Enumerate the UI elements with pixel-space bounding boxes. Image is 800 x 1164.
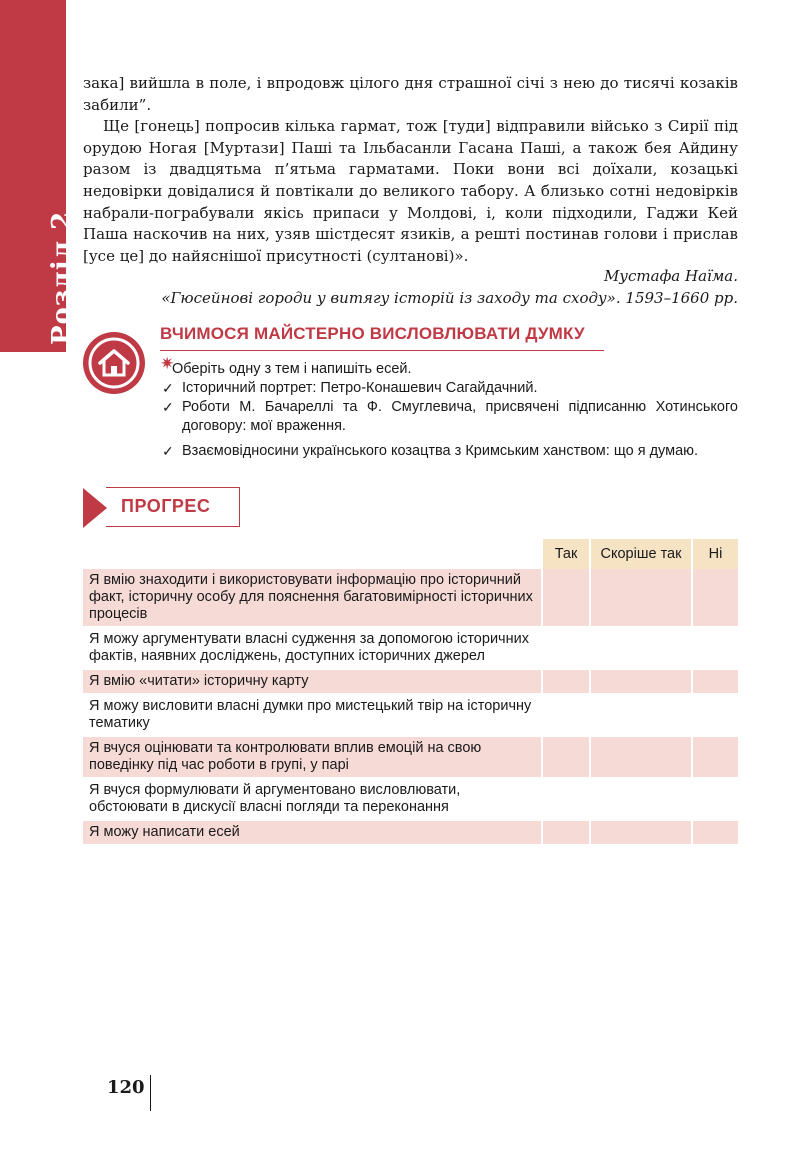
table-header-row [83,539,738,569]
page-number-divider [150,1075,151,1111]
answer-cell-rather-yes[interactable] [589,670,691,695]
list-item [160,398,738,436]
answer-cell-yes[interactable] [541,628,589,670]
topic-text: Роботи М. Бачареллі та Ф. Смуглевича, присвячені підписанню Хотинського договору: мої враження. [182,399,738,434]
answer-cell-no[interactable] [691,569,738,628]
checkmark-icon: ✓ [162,380,174,396]
answer-cell-no[interactable] [691,628,738,670]
house-icon [83,332,145,394]
progress-title: ПРОГРЕС [121,496,211,516]
answer-cell-no[interactable] [691,779,738,821]
answer-cell-rather-yes[interactable] [589,779,691,821]
topic-text: Взаємовідносини українського козацтва з Кримським ханством: що я думаю. [182,443,699,459]
statement-cell: Я вмію «читати» історичну карту [83,670,541,695]
skill-section-heading: ВЧИМОСЯ МАЙСТЕРНО ВИСЛОВЛЮВАТИ ДУМКУ [160,324,604,351]
column-header-yes: Так [541,539,589,569]
quote-source: «Гюсейнові городи у витягу історій із заходу та сходу». 1593–1660 рр. [161,289,738,307]
statement-cell: Я вмію знаходити і використовувати інформацію про історичний факт, історичну особу для пояснення багатовимірності історичних процесів [83,569,541,628]
table-row [83,779,738,821]
quote-author: Мустафа Наїма. [603,267,738,285]
answer-cell-yes[interactable] [541,737,589,779]
statement-cell: Я вчуся оцінювати та контролювати вплив емоцій на свою поведінку під час роботи в групі, у парі [83,737,541,779]
table-row [83,821,738,846]
table-row [83,737,738,779]
quote-paragraph: Ще [гонець] попросив кілька гармат, тож [туди] відправили військо з Сирії під орудою Ногая [Муртази] Паші та Ільбасанли Гасана Паші, а також бея Айдину разом із двадцятьма п’ятьма гарматами. Поки вони всі доїхали, козацькі недовірки довідалися й повтікали до великого табору. А близько сотні недовірків набрали-пограбували якісь припаси у Молдові, і, коли підходили, Гаджи Кей Паша наскочив на них, узяв шістдесят язиків, а решті постинав голови і прислав [усе це] до найяснішої присутності (султанові)». [83,117,738,265]
statement-cell: Я можу висловити власні думки про мистецький твір на історичну тематику [83,695,541,737]
answer-cell-yes[interactable] [541,569,589,628]
statement-cell: Я можу аргументувати власні судження за допомогою історичних фактів, наявних досліджень, доступних історичних джерел [83,628,541,670]
column-header-rather-yes: Скоріше так [589,539,691,569]
answer-cell-yes[interactable] [541,821,589,846]
quote-block [83,73,738,267]
answer-cell-rather-yes[interactable] [589,695,691,737]
arrow-icon [83,488,107,528]
answer-cell-rather-yes[interactable] [589,569,691,628]
answer-cell-no[interactable] [691,695,738,737]
answer-cell-no[interactable] [691,821,738,846]
table-row [83,628,738,670]
task-intro-text: Оберіть одну з тем і напишіть есей. [172,361,412,377]
table-row [83,695,738,737]
answer-cell-yes[interactable] [541,695,589,737]
answer-cell-rather-yes[interactable] [589,628,691,670]
task-intro [160,354,738,379]
statement-cell: Я можу написати есей [83,821,541,846]
list-item [160,379,738,398]
answer-cell-no[interactable] [691,670,738,695]
asterisk-icon: ✷ [160,354,175,373]
table-row [83,569,738,628]
checkmark-icon: ✓ [162,399,174,415]
page-number: 120 [107,1077,145,1098]
table-header-blank [83,539,541,569]
answer-cell-rather-yes[interactable] [589,737,691,779]
progress-table [83,539,738,846]
answer-cell-rather-yes[interactable] [589,821,691,846]
answer-cell-no[interactable] [691,737,738,779]
checkmark-icon: ✓ [162,443,174,459]
column-header-no: Ні [691,539,738,569]
answer-cell-yes[interactable] [541,779,589,821]
list-item [160,442,738,461]
section-tab-label: Розділ 2 [47,210,77,345]
essay-task-list [160,354,738,461]
quote-paragraph: зака] вийшла в поле, і впродовж цілого дня страшної січі з нею до тисячі козаків забили”. [83,74,738,114]
topic-text: Історичний портрет: Петро-Конашевич Сагайдачний. [182,380,538,396]
table-row [83,670,738,695]
statement-cell: Я вчуся формулювати й аргументовано висловлювати, обстоювати в дискусії власні погляди та переконання [83,779,541,821]
answer-cell-yes[interactable] [541,670,589,695]
quote-attribution [78,265,738,309]
